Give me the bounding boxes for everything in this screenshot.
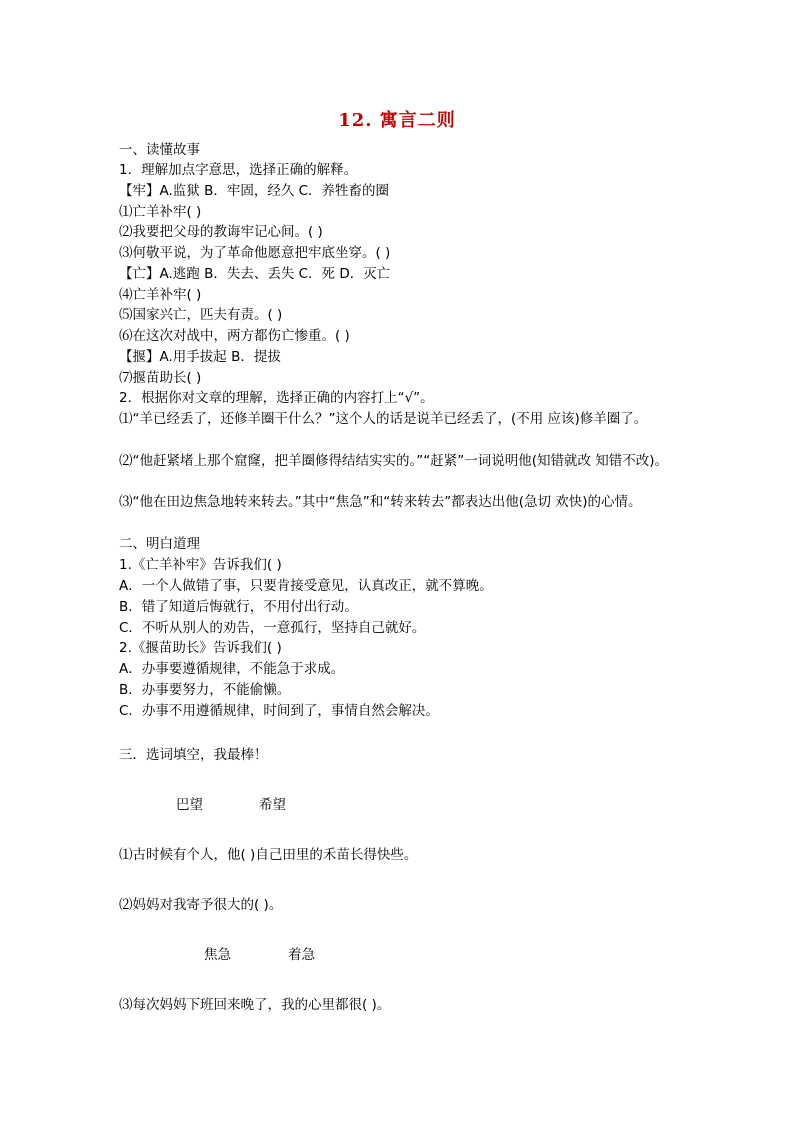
section1-heading: 一、读懂故事 <box>119 142 200 158</box>
group1-options: 【牢】A.监狱 B．牢固，经久 C．养牲畜的圈 <box>119 183 390 199</box>
word-choice: 焦急 <box>204 947 231 963</box>
page-title: 12. 寓言二则 <box>338 110 456 131</box>
section3-heading: 三．选词填空，我最棒！ <box>119 747 268 763</box>
question-item: ⑶“他在田边焦急地转来转去。”其中“焦急”和“转来转去”都表达出他(急切 欢快)的心情。 <box>119 494 642 510</box>
question-item: ⑵我要把父母的教诲牢记心间。( ) <box>119 224 323 240</box>
question-item: ⑵“他赶紧堵上那个窟窿，把羊圈修得结结实实的。”“赶紧”一词说明他(知错就改 知错不改)。 <box>119 453 669 469</box>
section2-heading: 二、明白道理 <box>119 536 200 552</box>
question-item: ⑴“羊已经丢了，还修羊圈干什么？”这个人的话是说羊已经丢了，(不用 应该)修羊圈了。 <box>119 411 648 427</box>
answer-option: B．错了知道后悔就行，不用付出行动。 <box>119 599 358 615</box>
s2-q1-prompt: 1.《亡羊补牢》告诉我们( ) <box>119 557 282 573</box>
fill-item: ⑵妈妈对我寄予很大的( )。 <box>119 897 283 913</box>
answer-option: B．办事要努力，不能偷懒。 <box>119 682 291 698</box>
group2-options: 【亡】A.逃跑 B．失去、丢失 C．死 D．灭亡 <box>119 266 391 282</box>
answer-option: C．办事不用遵循规律，时间到了，事情自然会解决。 <box>119 703 439 719</box>
question-item: ⑷亡羊补牢( ) <box>119 287 202 303</box>
word-choice: 希望 <box>259 797 286 813</box>
answer-option: A．办事要遵循规律，不能急于求成。 <box>119 661 345 677</box>
word-choice: 巴望 <box>176 797 203 813</box>
answer-option: C．不听从别人的劝告，一意孤行，坚持自己就好。 <box>119 620 426 636</box>
question-item: ⑹在这次对战中，两方都伤亡惨重。( ) <box>119 328 350 344</box>
group3-options: 【揠】A.用手拔起 B．提拔 <box>119 349 281 365</box>
word-choice: 着急 <box>288 947 315 963</box>
question-item: ⑴亡羊补牢( ) <box>119 204 202 220</box>
answer-option: A．一个人做错了事，只要肯接受意见，认真改正，就不算晚。 <box>119 578 493 594</box>
fill-item: ⑴古时候有个人，他( )自己田里的禾苗长得快些。 <box>119 847 418 863</box>
question-item: ⑶何敬平说，为了革命他愿意把牢底坐穿。( ) <box>119 245 391 261</box>
question-item: ⑺揠苗助长( ) <box>119 370 202 386</box>
question-item: ⑸国家兴亡，匹夫有责。( ) <box>119 307 283 323</box>
s2-q2-prompt: 2.《揠苗助长》告诉我们( ) <box>119 640 282 656</box>
fill-item: ⑶每次妈妈下班回来晚了，我的心里都很( )。 <box>119 997 391 1013</box>
q1-prompt: 1．理解加点字意思，选择正确的解释。 <box>119 162 358 178</box>
q2-prompt: 2．根据你对文章的理解，选择正确的内容打上“√”。 <box>119 390 434 406</box>
